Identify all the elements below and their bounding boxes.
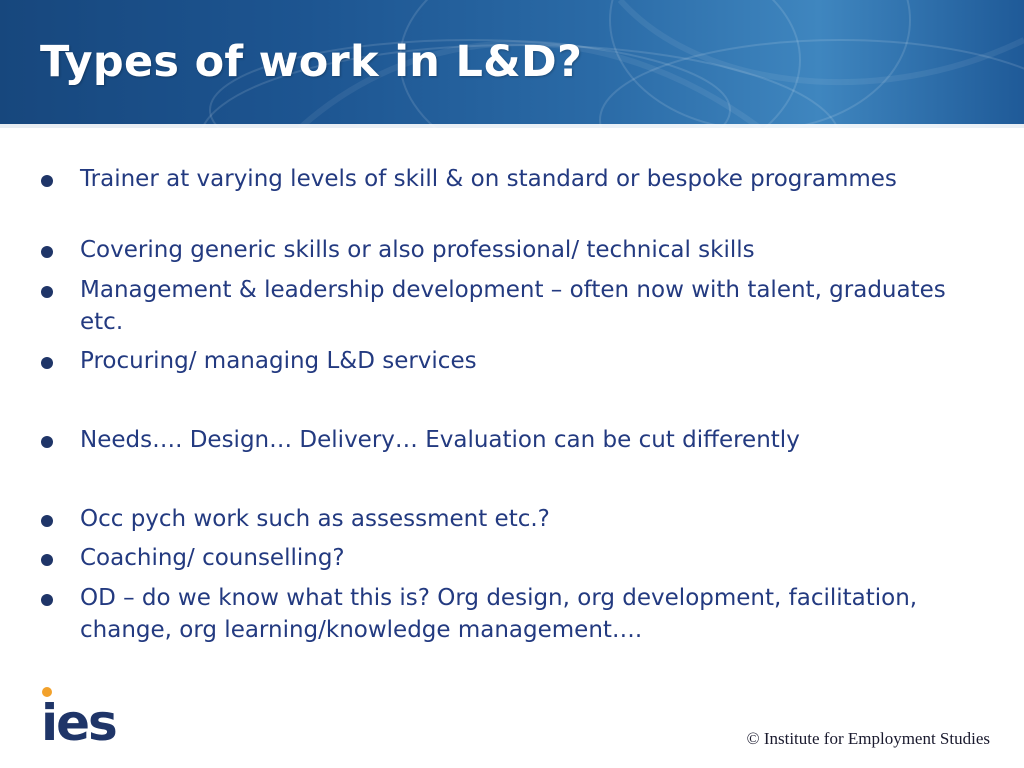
- bullet-icon: [41, 175, 53, 187]
- bullet-text: Occ pych work such as assessment etc.?: [80, 506, 550, 532]
- logo-wordmark: ies: [41, 694, 116, 746]
- bullet-icon: [41, 594, 53, 606]
- slide-title: Types of work in L&D?: [40, 37, 583, 87]
- bullet-icon: [41, 515, 53, 527]
- bullet-text: Needs…. Design… Delivery… Evaluation can be cut differently: [80, 427, 800, 453]
- bullet-icon: [41, 436, 53, 448]
- bullet-icon: [41, 357, 53, 369]
- bullet-text: Covering generic skills or also professional/ technical skills: [80, 237, 755, 263]
- bullet-text: OD – do we know what this is? Org design, org development, facilitation, change, org learning/knowledge management….: [80, 585, 918, 643]
- bullet-icon: [41, 246, 53, 258]
- ies-logo: [40, 686, 130, 746]
- bullet-text: Coaching/ counselling?: [80, 545, 345, 571]
- bullet-text: Trainer at varying levels of skill & on standard or bespoke programmes: [80, 166, 897, 192]
- bullet-icon: [41, 554, 53, 566]
- copyright-text: © Institute for Employment Studies: [746, 729, 990, 748]
- bullet-icon: [41, 286, 53, 298]
- bullet-text: Procuring/ managing L&D services: [80, 348, 477, 374]
- bullet-text: Management & leadership development – often now with talent, graduates etc.: [80, 277, 946, 335]
